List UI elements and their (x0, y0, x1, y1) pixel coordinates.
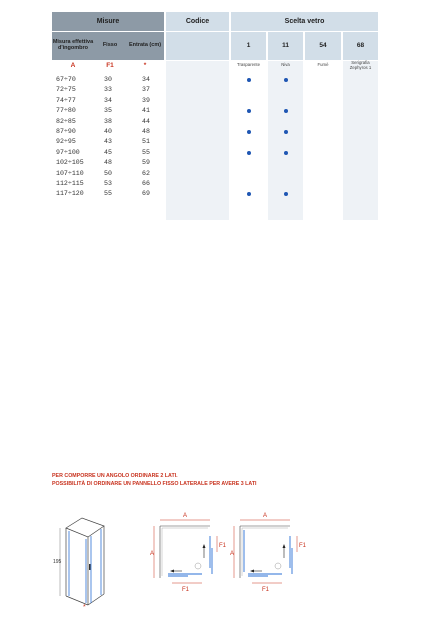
cell-misura: 82÷85 (56, 117, 76, 125)
cell-entrata: 37 (142, 86, 150, 94)
table-row (52, 75, 378, 85)
availability-dot-glass-1 (247, 151, 251, 155)
table-row (52, 106, 378, 116)
table-row (52, 127, 378, 137)
cell-fisso: 35 (104, 107, 112, 115)
cell-entrata: 55 (142, 148, 150, 156)
technical-drawings (52, 508, 382, 610)
cell-entrata: 34 (142, 76, 150, 83)
header-codice: Codice (166, 12, 229, 31)
col-header-entrata: Entrata (cm) (128, 42, 162, 49)
label-a-top-2: A (263, 513, 268, 519)
label-a-side-1: A (150, 551, 155, 557)
symbol-f1: F1 (106, 62, 114, 70)
cell-misura: 77÷80 (56, 107, 76, 115)
col-header-fisso: Fisso (102, 42, 118, 49)
table-row (52, 137, 378, 147)
cell-misura: 87÷90 (56, 128, 76, 135)
header-misure: Misure (52, 12, 164, 31)
availability-dot-glass-1 (247, 192, 251, 196)
cell-misura: 67÷70 (56, 76, 76, 83)
availability-dot-glass-11 (284, 130, 288, 134)
cell-entrata: 66 (142, 180, 150, 187)
codice-subheader-bg (166, 32, 229, 60)
label-f1-bottom-2: F1 (262, 587, 270, 593)
table-row (52, 96, 378, 106)
symbol-entrata: * (143, 62, 147, 70)
glass-name-fume: Fumè (317, 62, 329, 67)
star-label: * (83, 604, 86, 610)
cell-entrata: 51 (142, 138, 150, 146)
table-row (52, 158, 378, 168)
cell-misura: 117÷120 (56, 190, 84, 198)
glass-code-1: 1 (231, 32, 266, 60)
availability-dot-glass-11 (284, 151, 288, 155)
cell-misura: 107÷110 (56, 169, 84, 177)
cell-fisso: 33 (104, 86, 112, 94)
cell-misura: 112÷115 (56, 180, 84, 187)
height-label: 195 (53, 559, 62, 565)
glass-code-68: 68 (343, 32, 378, 60)
cell-fisso: 34 (104, 96, 112, 104)
cell-fisso: 53 (104, 180, 112, 187)
label-a-side-2: A (230, 551, 235, 557)
cell-entrata: 41 (142, 107, 150, 115)
glass-name-niva: Niva (281, 62, 290, 67)
cell-fisso: 30 (104, 76, 112, 83)
cell-fisso: 38 (104, 117, 112, 125)
glass-code-54: 54 (305, 32, 341, 60)
cell-misura: 102÷105 (56, 159, 84, 167)
glass-name-trasparente: Trasparente (236, 62, 260, 67)
label-f1-side-2: F1 (299, 543, 307, 549)
availability-dot-glass-1 (247, 130, 251, 134)
label-f1-bottom-1: F1 (182, 587, 190, 593)
availability-dot-glass-11 (284, 78, 288, 82)
table-row (52, 148, 378, 158)
symbol-a: A (70, 62, 76, 70)
shower-box-3d (60, 518, 104, 605)
cell-fisso: 45 (104, 148, 112, 156)
cell-entrata: 39 (142, 96, 150, 104)
cell-fisso: 43 (104, 138, 112, 146)
availability-dot-glass-1 (247, 109, 251, 113)
note-line-1: PER COMPORRE UN ANGOLO ORDINARE 2 LATI. (52, 473, 178, 479)
cell-entrata: 44 (142, 117, 150, 125)
cell-fisso: 48 (104, 159, 112, 167)
plan-view-2 (234, 520, 297, 583)
plan-view-1 (154, 520, 217, 583)
cell-misura: 92÷95 (56, 138, 76, 146)
cell-misura: 97÷100 (56, 148, 80, 156)
cell-fisso: 55 (104, 190, 112, 198)
table-row (52, 169, 378, 179)
cell-entrata: 62 (142, 169, 150, 177)
label-a-top-1: A (183, 513, 188, 519)
table-row (52, 179, 378, 189)
table-row (52, 85, 378, 95)
glass-code-11: 11 (268, 32, 303, 60)
cell-fisso: 40 (104, 128, 112, 135)
cell-misura: 72÷75 (56, 86, 76, 94)
header-scelta-vetro: Scelta vetro (231, 12, 378, 31)
table-row (52, 117, 378, 127)
cell-fisso: 50 (104, 169, 112, 177)
cell-misura: 74÷77 (56, 96, 76, 104)
availability-dot-glass-11 (284, 109, 288, 113)
note-line-2: POSSIBILITÀ DI ORDINARE UN PANNELLO FISSO LATERALE PER AVERE 3 LATI (52, 481, 257, 487)
availability-dot-glass-11 (284, 192, 288, 196)
label-f1-side-1: F1 (219, 543, 227, 549)
cell-entrata: 48 (142, 128, 150, 135)
table-row (52, 189, 378, 199)
cell-entrata: 69 (142, 190, 150, 198)
col-header-misura: Misura effettiva d'ingombro (52, 39, 94, 51)
availability-dot-glass-1 (247, 78, 251, 82)
cell-entrata: 59 (142, 159, 150, 167)
glass-name-serigrafia: Serigrafia Zephyros 1 (349, 60, 372, 70)
